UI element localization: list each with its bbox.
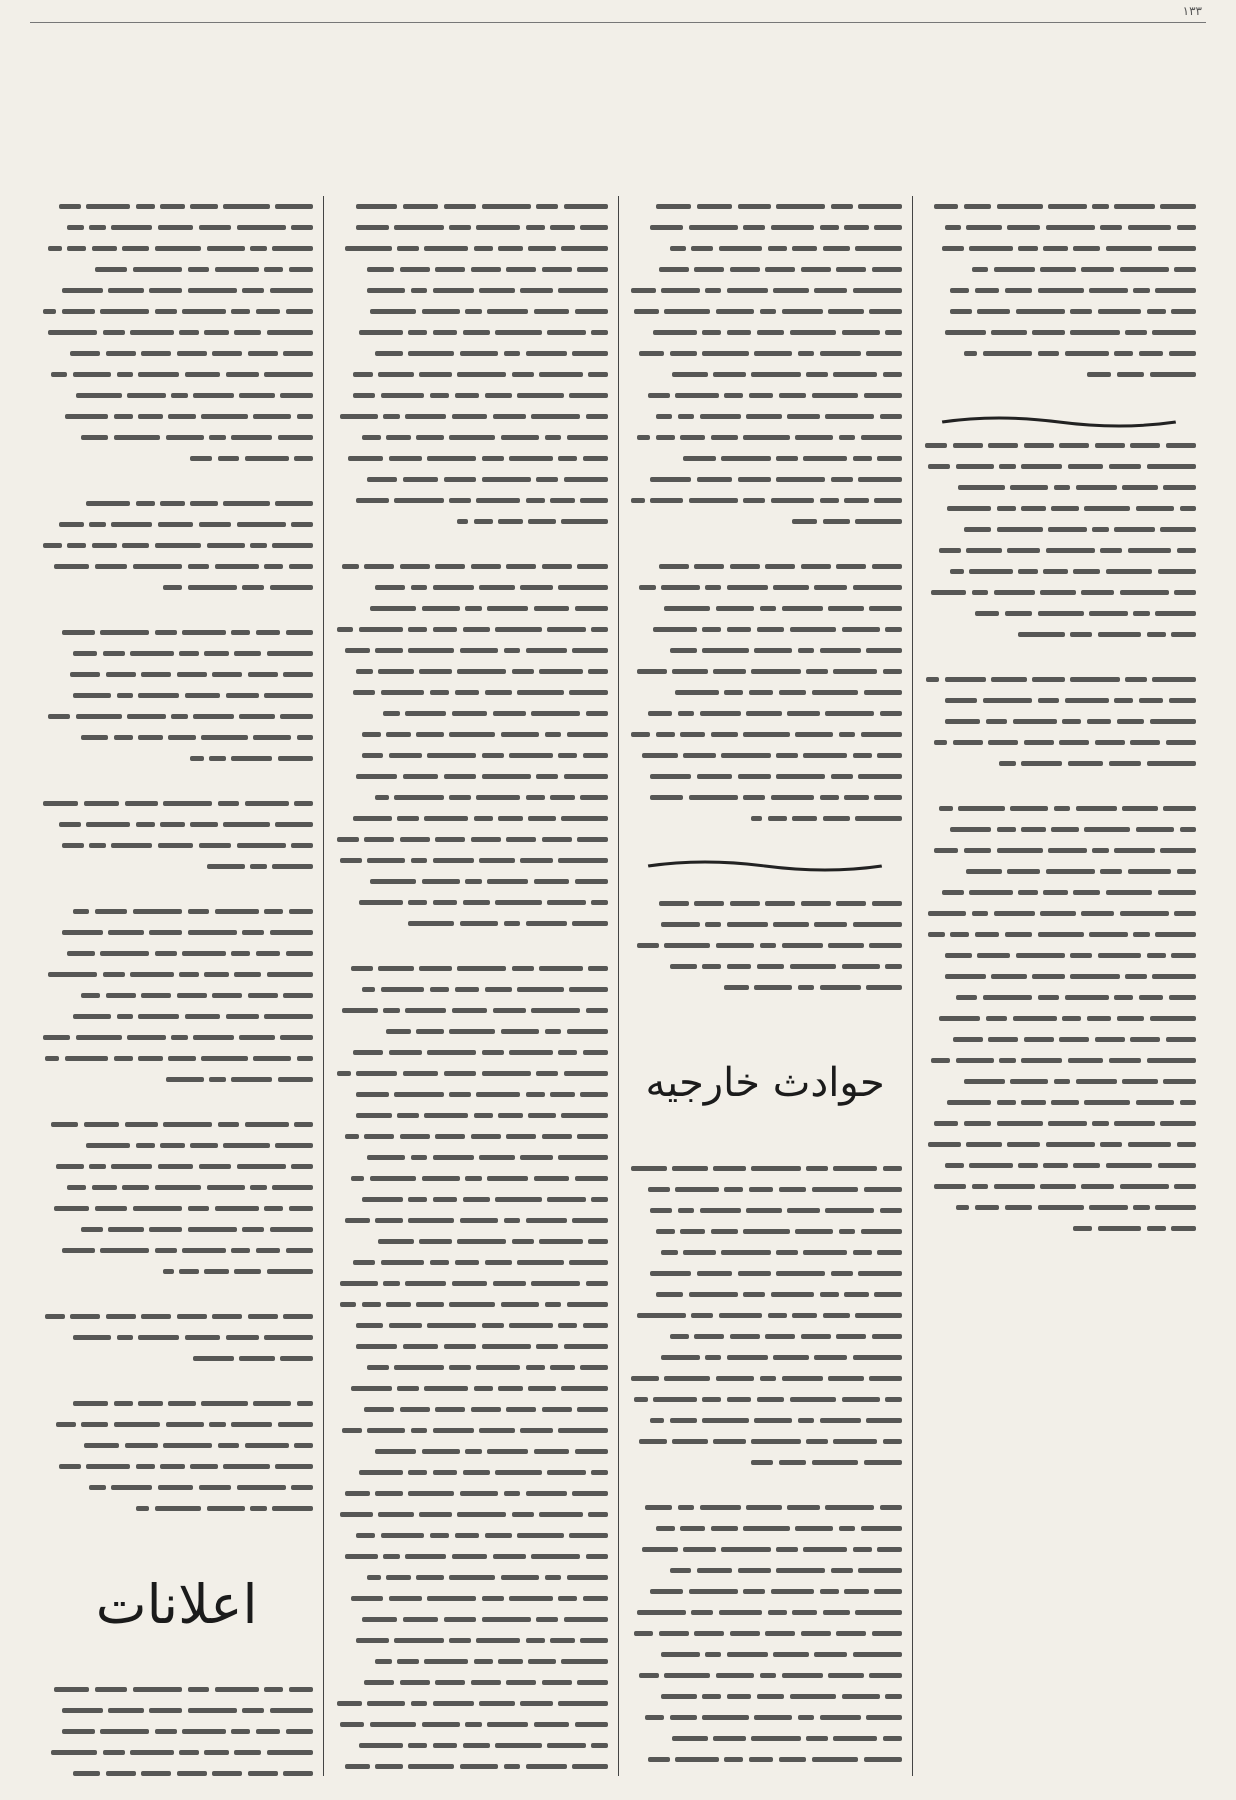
text-line [40, 943, 313, 964]
text-line [40, 1240, 313, 1261]
text-line [923, 924, 1196, 945]
text-line [923, 603, 1196, 624]
text-line [923, 1008, 1196, 1029]
text-line [923, 903, 1196, 924]
text-line [923, 966, 1196, 987]
text-line [334, 1462, 607, 1483]
text-line [629, 956, 902, 977]
text-line [923, 1155, 1196, 1176]
text-line [40, 1027, 313, 1048]
section-gap [923, 395, 1196, 409]
section-gap [40, 887, 313, 901]
text-line [40, 835, 313, 856]
article-text-block [40, 622, 313, 769]
text-line [40, 1414, 313, 1435]
text-line [40, 259, 313, 280]
section-title-wordmark [629, 1008, 902, 1158]
text-line [40, 748, 313, 769]
text-line [629, 490, 902, 511]
text-line [923, 217, 1196, 238]
text-line [334, 766, 607, 787]
text-line [40, 322, 313, 343]
text-line [923, 519, 1196, 540]
text-line [40, 427, 313, 448]
section-gap [629, 839, 902, 853]
text-line [629, 914, 902, 935]
text-line [40, 217, 313, 238]
text-line [334, 979, 607, 1000]
text-line [334, 682, 607, 703]
text-line [40, 1435, 313, 1456]
text-line [629, 1326, 902, 1347]
text-line [40, 793, 313, 814]
section-title-text: حوادث خارجیه [645, 1059, 885, 1106]
text-line [629, 1305, 902, 1326]
text-line [629, 259, 902, 280]
text-line [334, 892, 607, 913]
text-line [923, 624, 1196, 645]
text-line [629, 1560, 902, 1581]
text-line [334, 1756, 607, 1776]
text-line [923, 732, 1196, 753]
text-line [40, 1177, 313, 1198]
text-line [40, 685, 313, 706]
section-gap [40, 779, 313, 793]
text-line [334, 1357, 607, 1378]
text-line [629, 1284, 902, 1305]
section-title-wordmark [40, 1529, 313, 1679]
text-line [923, 882, 1196, 903]
text-line [40, 1156, 313, 1177]
text-line [40, 664, 313, 685]
section-gap [40, 608, 313, 622]
text-line [334, 1147, 607, 1168]
text-line [40, 535, 313, 556]
text-line [629, 724, 902, 745]
text-line [40, 643, 313, 664]
text-line [334, 1231, 607, 1252]
article-text-block [629, 1158, 902, 1473]
text-line [40, 1327, 313, 1348]
text-line [923, 477, 1196, 498]
article-text-block [40, 793, 313, 877]
text-line [40, 1198, 313, 1219]
text-line [40, 922, 313, 943]
text-line [629, 977, 902, 998]
text-line [923, 690, 1196, 711]
text-line [334, 406, 607, 427]
text-line [629, 808, 902, 829]
text-line [40, 385, 313, 406]
section-gap [40, 1292, 313, 1306]
text-line [334, 511, 607, 532]
text-line [334, 745, 607, 766]
text-line [334, 1063, 607, 1084]
text-line [629, 1770, 902, 1776]
text-line [629, 1707, 902, 1728]
article-text-block [334, 196, 607, 532]
text-line [40, 1348, 313, 1369]
text-line [629, 301, 902, 322]
text-line [40, 343, 313, 364]
text-line [334, 1546, 607, 1567]
text-line [629, 745, 902, 766]
section-gap [923, 655, 1196, 669]
article-text-block [40, 1679, 313, 1776]
text-line [629, 406, 902, 427]
text-line [334, 1042, 607, 1063]
text-line [334, 661, 607, 682]
text-line [629, 1665, 902, 1686]
article-text-block [923, 798, 1196, 1239]
text-line [923, 1029, 1196, 1050]
text-line [334, 1630, 607, 1651]
text-line [334, 850, 607, 871]
text-line [40, 1135, 313, 1156]
text-column-1 [912, 196, 1206, 1776]
text-line [334, 1252, 607, 1273]
text-line [40, 238, 313, 259]
text-column-3 [323, 196, 617, 1776]
text-line [334, 1672, 607, 1693]
text-line [40, 1114, 313, 1135]
text-line [334, 343, 607, 364]
section-gap [629, 879, 902, 893]
text-line [334, 1441, 607, 1462]
article-text-block [334, 556, 607, 934]
text-line [40, 1679, 313, 1700]
text-line [923, 1176, 1196, 1197]
text-line [40, 1477, 313, 1498]
text-line [40, 814, 313, 835]
text-line [923, 1050, 1196, 1071]
text-line [334, 619, 607, 640]
text-line [40, 493, 313, 514]
ornamental-divider [923, 409, 1196, 435]
text-line [629, 935, 902, 956]
text-line [334, 1105, 607, 1126]
text-line [334, 808, 607, 829]
text-line [334, 1000, 607, 1021]
text-line [334, 577, 607, 598]
text-line [40, 448, 313, 469]
article-text-block [923, 196, 1196, 385]
text-line [334, 703, 607, 724]
section-gap [629, 1483, 902, 1497]
text-line [629, 1431, 902, 1452]
text-line [629, 661, 902, 682]
text-line [40, 556, 313, 577]
text-line [923, 1071, 1196, 1092]
text-line [629, 511, 902, 532]
text-line [334, 787, 607, 808]
text-line [334, 1420, 607, 1441]
text-line [629, 1602, 902, 1623]
text-line [40, 1048, 313, 1069]
text-line [334, 1735, 607, 1756]
text-line [923, 343, 1196, 364]
text-line [629, 1179, 902, 1200]
text-line [40, 1763, 313, 1776]
text-line [334, 301, 607, 322]
text-line [629, 1221, 902, 1242]
text-line [334, 364, 607, 385]
text-line [334, 322, 607, 343]
article-text-block [40, 1393, 313, 1519]
text-line [40, 1498, 313, 1519]
text-line [629, 1539, 902, 1560]
header-rule [30, 22, 1206, 23]
text-line [629, 1410, 902, 1431]
text-line [334, 1483, 607, 1504]
text-line [629, 1347, 902, 1368]
text-line [334, 1210, 607, 1231]
text-line [629, 1497, 902, 1518]
text-line [334, 1504, 607, 1525]
text-line [334, 1315, 607, 1336]
text-line [40, 1261, 313, 1282]
text-line [629, 1242, 902, 1263]
text-line [923, 238, 1196, 259]
text-line [923, 364, 1196, 385]
text-line [629, 1581, 902, 1602]
text-line [923, 540, 1196, 561]
text-line [923, 861, 1196, 882]
text-line [40, 1306, 313, 1327]
text-line [40, 406, 313, 427]
text-line [629, 703, 902, 724]
text-line [629, 1158, 902, 1179]
text-line [40, 1456, 313, 1477]
text-line [629, 196, 902, 217]
text-line [923, 753, 1196, 774]
text-line [40, 985, 313, 1006]
text-line [40, 706, 313, 727]
text-line [629, 1644, 902, 1665]
text-line [334, 1273, 607, 1294]
section-gap [334, 542, 607, 556]
text-line [923, 498, 1196, 519]
article-text-block [40, 1306, 313, 1369]
text-line [334, 469, 607, 490]
text-line [923, 669, 1196, 690]
text-line [629, 1728, 902, 1749]
text-line [629, 787, 902, 808]
text-line [923, 1092, 1196, 1113]
text-line [629, 682, 902, 703]
text-line [334, 1399, 607, 1420]
text-line [40, 901, 313, 922]
text-line [40, 964, 313, 985]
article-text-block [40, 493, 313, 598]
text-line [629, 385, 902, 406]
text-line [334, 1126, 607, 1147]
text-line [40, 727, 313, 748]
text-line [40, 1006, 313, 1027]
ornamental-divider [629, 853, 902, 879]
text-line [923, 196, 1196, 217]
text-line [334, 1651, 607, 1672]
text-line [629, 598, 902, 619]
text-line [40, 856, 313, 877]
text-line [629, 1518, 902, 1539]
text-column-2 [618, 196, 912, 1776]
article-text-block [40, 1114, 313, 1282]
text-line [334, 1378, 607, 1399]
text-line [629, 1686, 902, 1707]
article-text-block [334, 958, 607, 1776]
text-line [334, 1693, 607, 1714]
text-line [40, 1742, 313, 1763]
text-line [334, 829, 607, 850]
text-line [334, 556, 607, 577]
text-line [923, 1218, 1196, 1239]
text-line [629, 556, 902, 577]
text-line [923, 798, 1196, 819]
section-gap [334, 944, 607, 958]
text-line [334, 490, 607, 511]
text-line [923, 259, 1196, 280]
article-text-block [629, 556, 902, 829]
section-gap [923, 784, 1196, 798]
text-line [334, 196, 607, 217]
text-line [629, 619, 902, 640]
text-line [334, 1294, 607, 1315]
text-columns [30, 196, 1206, 1776]
text-line [629, 893, 902, 914]
text-line [923, 280, 1196, 301]
text-line [40, 1393, 313, 1414]
article-text-block [40, 196, 313, 469]
article-text-block [629, 196, 902, 532]
article-text-block [40, 901, 313, 1090]
text-line [40, 1700, 313, 1721]
text-line [334, 871, 607, 892]
article-text-block [923, 435, 1196, 645]
text-line [923, 456, 1196, 477]
text-line [334, 238, 607, 259]
text-line [334, 1567, 607, 1588]
text-line [40, 1069, 313, 1090]
text-line [334, 913, 607, 934]
text-line [40, 514, 313, 535]
text-line [629, 1452, 902, 1473]
text-line [629, 217, 902, 238]
text-line [923, 819, 1196, 840]
text-line [334, 1525, 607, 1546]
text-line [334, 1021, 607, 1042]
text-line [334, 1609, 607, 1630]
text-line [629, 766, 902, 787]
text-line [629, 1263, 902, 1284]
text-line [923, 561, 1196, 582]
text-line [40, 280, 313, 301]
text-line [923, 301, 1196, 322]
text-line [334, 448, 607, 469]
text-line [629, 427, 902, 448]
text-line [40, 577, 313, 598]
text-line [629, 1368, 902, 1389]
text-line [334, 385, 607, 406]
text-line [629, 1749, 902, 1770]
text-line [923, 1134, 1196, 1155]
article-text-block [923, 669, 1196, 774]
text-line [334, 640, 607, 661]
text-line [629, 280, 902, 301]
text-line [923, 582, 1196, 603]
text-line [923, 322, 1196, 343]
text-line [40, 364, 313, 385]
text-line [629, 343, 902, 364]
text-line [923, 1197, 1196, 1218]
text-line [923, 987, 1196, 1008]
text-line [334, 958, 607, 979]
text-line [629, 1623, 902, 1644]
text-line [334, 724, 607, 745]
text-line [629, 1200, 902, 1221]
text-line [629, 1389, 902, 1410]
text-line [629, 577, 902, 598]
text-line [334, 1084, 607, 1105]
text-line [334, 598, 607, 619]
text-line [334, 1588, 607, 1609]
section-title-text: اعلانات [95, 1572, 258, 1636]
text-line [40, 622, 313, 643]
text-line [629, 448, 902, 469]
section-gap [40, 1100, 313, 1114]
text-line [923, 1113, 1196, 1134]
text-column-4 [30, 196, 323, 1776]
text-line [629, 640, 902, 661]
text-line [923, 840, 1196, 861]
text-line [923, 711, 1196, 732]
article-text-block [629, 893, 902, 998]
article-text-block [629, 1497, 902, 1776]
text-line [40, 1219, 313, 1240]
text-line [334, 1168, 607, 1189]
text-line [40, 1721, 313, 1742]
text-line [40, 301, 313, 322]
text-line [334, 1714, 607, 1735]
text-line [40, 196, 313, 217]
text-line [334, 1189, 607, 1210]
text-line [334, 427, 607, 448]
text-line [334, 217, 607, 238]
section-gap [629, 542, 902, 556]
text-line [629, 469, 902, 490]
text-line [334, 280, 607, 301]
section-gap [40, 479, 313, 493]
text-line [923, 945, 1196, 966]
text-line [334, 1336, 607, 1357]
section-gap [40, 1379, 313, 1393]
text-line [629, 322, 902, 343]
text-line [629, 364, 902, 385]
text-line [923, 435, 1196, 456]
page-number: ۱۳۳ [1182, 4, 1202, 18]
text-line [629, 238, 902, 259]
text-line [334, 259, 607, 280]
